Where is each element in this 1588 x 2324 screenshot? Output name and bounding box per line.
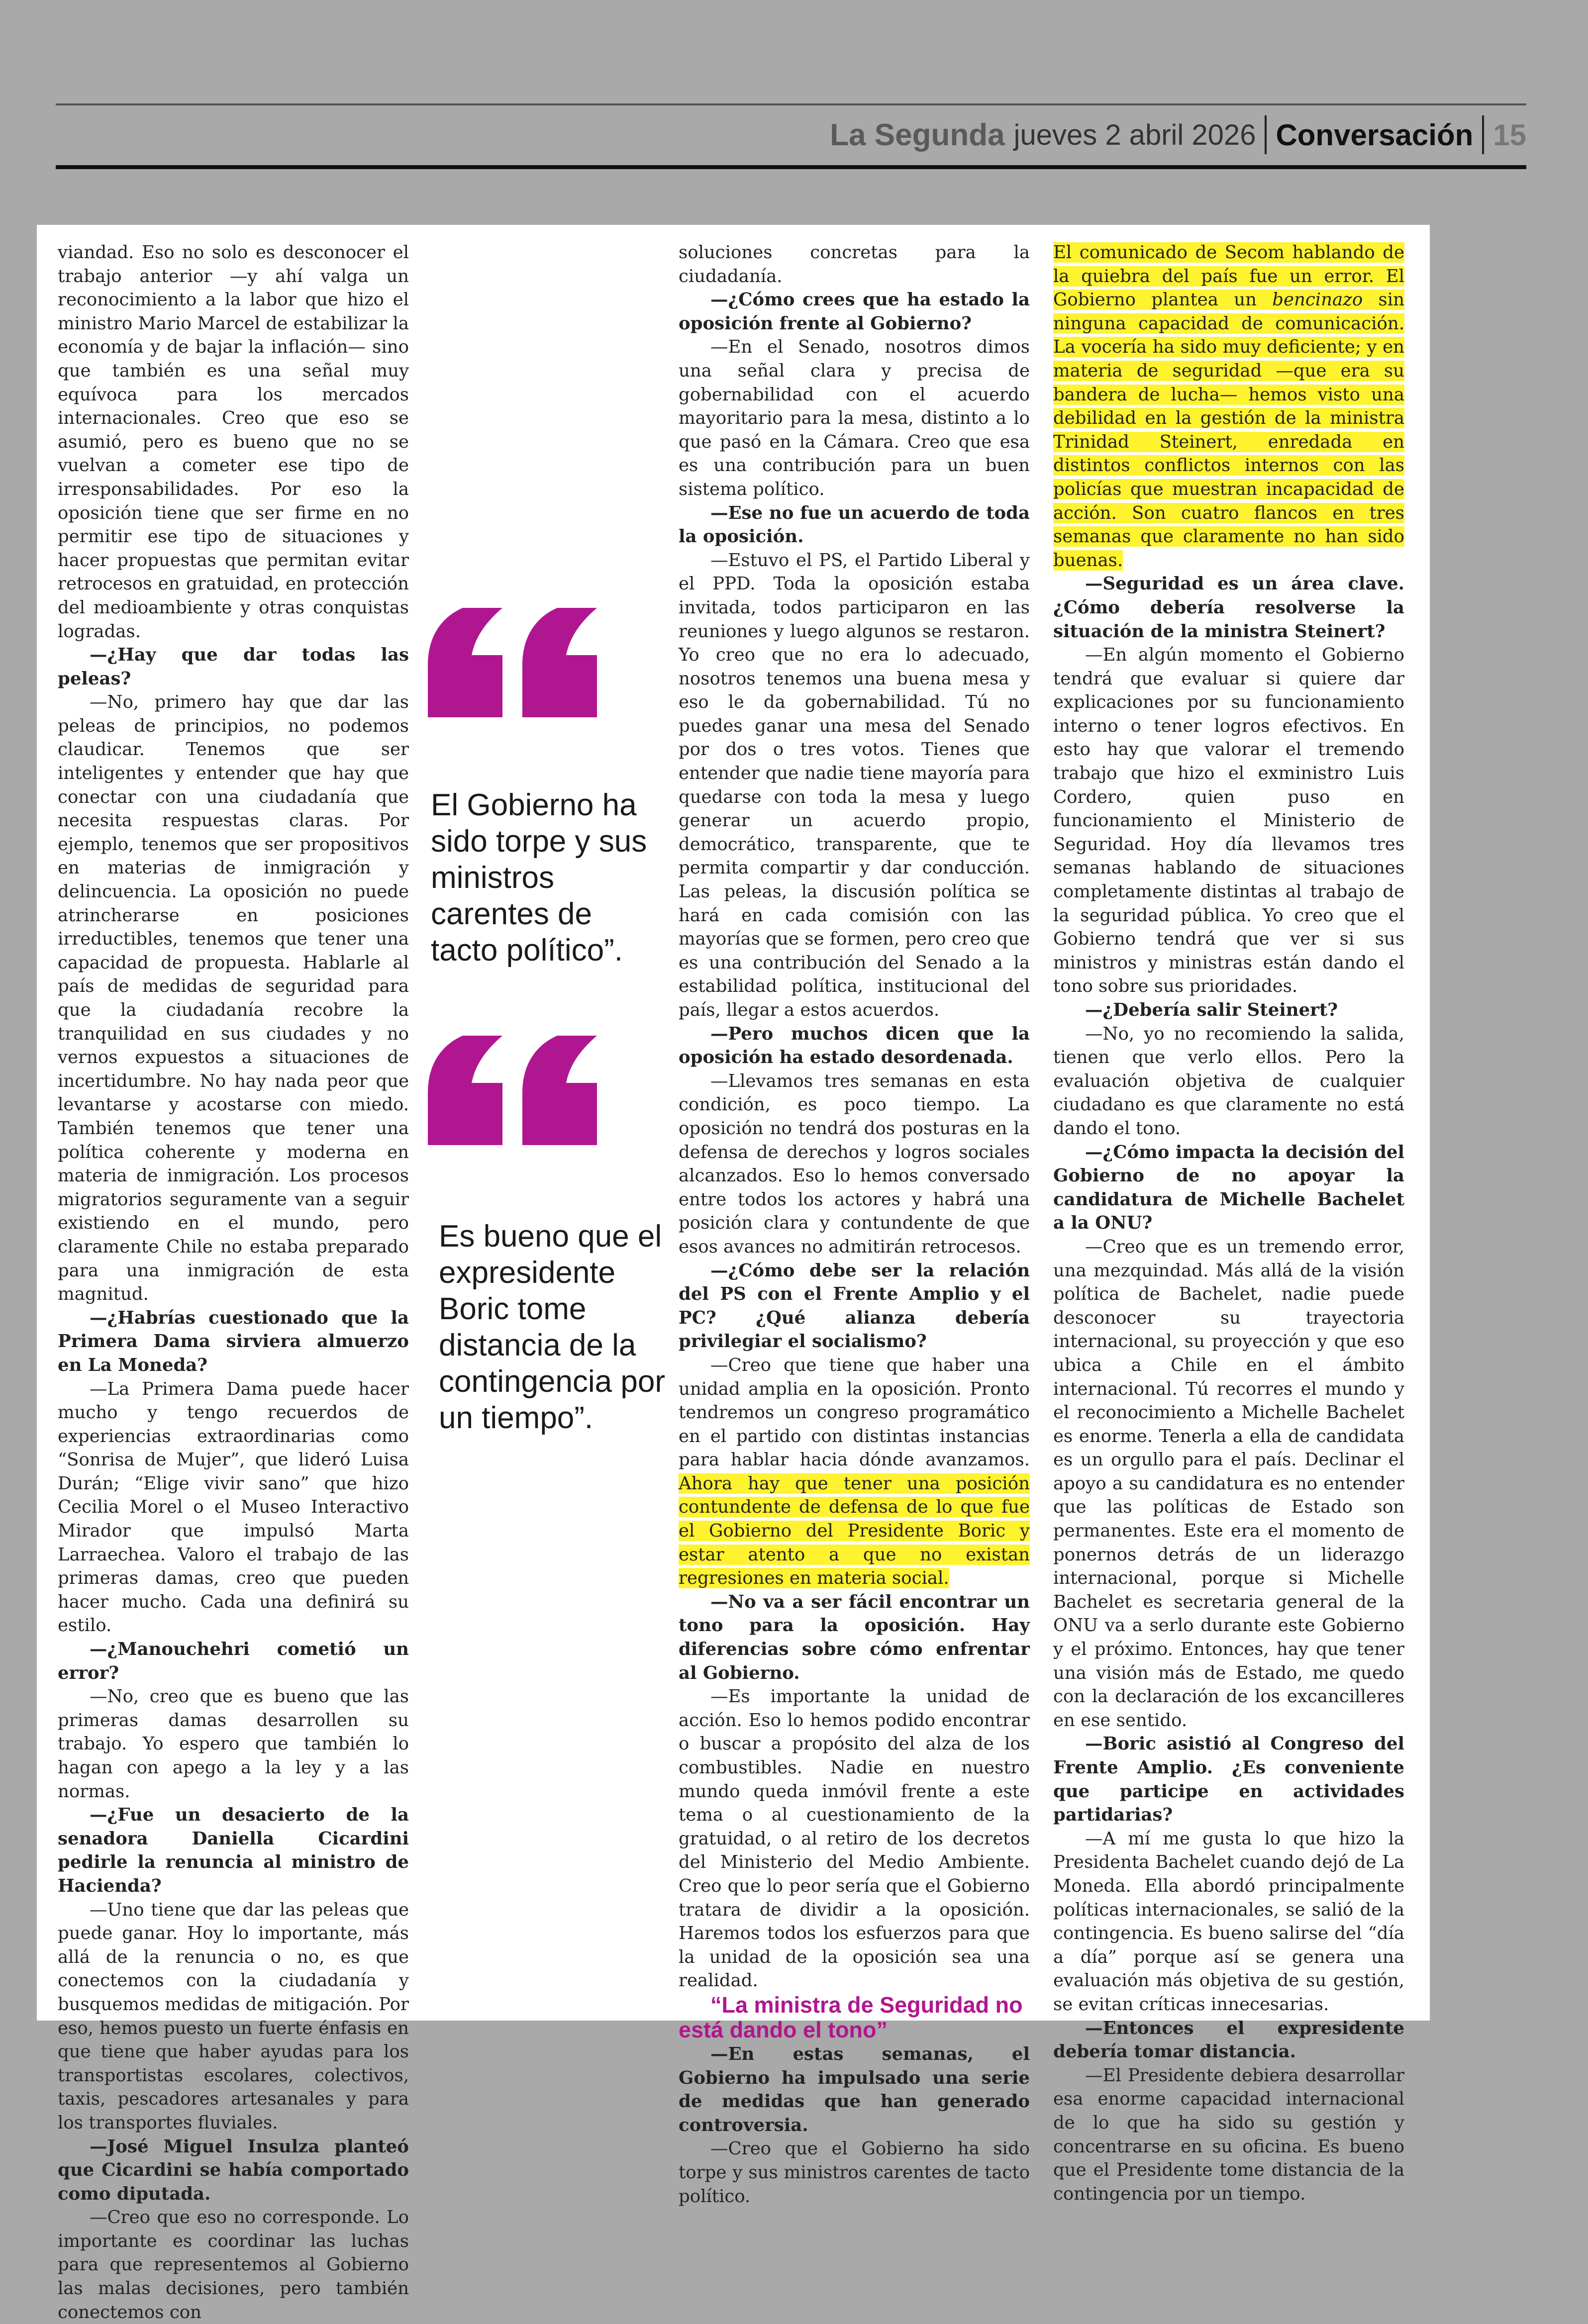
article-page xyxy=(37,225,1430,2323)
interview-question: —¿Habrías cuestionado que la Primera Dama sirviera almuerzo en La Moneda? xyxy=(58,1307,409,1375)
answer-paragraph: —A mí me gusta lo que hizo la Presidenta Bachelet cuando dejó de La Moneda. Ella abordó principalmente políticas internacionales, se salió de la contingencia. Es bueno salirse del “día a día” porque así se genera una evaluación más objetiva de su gestión, se evitan críticas innecesarias. xyxy=(1053,1828,1404,2015)
answer-text: —Creo que tiene que haber una unidad amplia en la oposición. Pronto tendremos un congreso programático en el partido con distintas instancias para hablar hacia dónde avanzamos. xyxy=(679,1355,1030,1470)
answer-paragraph: —No, creo que es bueno que las primeras damas desarrollen su trabajo. Yo espero que también lo hagan con apego a la ley y a las normas. xyxy=(58,1686,409,1802)
section-name: Conversación xyxy=(1276,118,1474,152)
answer-paragraph: —Llevamos tres semanas en esta condición, es poco tiempo. La oposición no tendrá dos posturas en la defensa de derechos y logros sociales alcanzados. Eso lo hemos conversado entre todos los actores y habrá una posición clara y contundente de que esos avances no admitirán retrocesos. xyxy=(679,1070,1030,1257)
issue-date: jueves 2 abril 2026 xyxy=(1013,118,1256,151)
quote-mark-icon xyxy=(428,1036,597,1145)
highlighted-text xyxy=(1053,242,1404,571)
answer-paragraph: —No, primero hay que dar las peleas de principios, no podemos claudicar. Tenemos que ser inteligentes y entender que hay que conectar con una ciudadanía que necesita respuestas claras. Por ejemplo, tenemos que ser propositivos en materias de inmigración y delincuencia. La oposición no puede atrincherarse en posiciones irreductibles, tenemos que tener una capacidad de propuesta. Hablarle al país de medidas de seguridad para que la ciudadanía recobre la tranquilidad en sus ciudades y no vernos expuestos a situaciones de incertidumbre. No hay nada peor que levantarse y acostarse con miedo. También tenemos que tener una política coherente y moderna en materia de inmigración. Los procesos migratorios seguramente van a seguir existiendo en el mundo, pero claramente Chile no estaba preparado para una inmigración de esta magnitud. xyxy=(58,692,409,1305)
answer-paragraph: —El Presidente debiera desarrollar esa enorme capacidad internacional de lo que ha sido su gestión y concentrarse en su oficina. Es bueno que el Presidente tome distancia de la contingencia por un tiempo. xyxy=(1053,2065,1404,2204)
interview-question: —Ese no fue un acuerdo de toda la oposición. xyxy=(679,502,1030,547)
interview-question: —¿Debería salir Steinert? xyxy=(1085,1000,1338,1020)
interview-question: —Entonces el expresidente debería tomar distancia. xyxy=(1053,2018,1404,2062)
quote-mark-icon xyxy=(428,608,597,717)
answer-paragraph: —La Primera Dama puede hacer mucho y tengo recuerdos de experiencias extraordinarias como “Sonrisa de Mujer”, que lideró Luisa Durán; “Elige vivir sano” que hizo Cecilia Morel o el Museo Interactivo Mirador que impulsó Marta Larraechea. Valoro el trabajo de las primeras damas, creo que pueden hacer mucho. Cada una definirá su estilo. xyxy=(58,1378,409,1636)
pull-quote-1: El Gobierno ha sido torpe y sus ministros carentes de tacto político”. xyxy=(431,788,647,968)
interview-question: —¿Fue un desacierto de la senadora Daniella Cicardini pedirle la renuncia al ministro de Hacienda? xyxy=(58,1805,409,1896)
highlighted-paragraph xyxy=(1053,241,1404,572)
highlighted-text-part: sin ninguna capacidad de comunicación. La vocería ha sido muy deficiente; y en materia de seguridad —que era su bandera de lucha— hemos visto una debilidad en la gestión de la ministra Trinidad Steinert, enredada en distintos conflictos internos con las policías que muestran incapacidad de acción. Son cuatro flancos en tres semanas que claramente no han sido buenas. xyxy=(1053,290,1404,571)
interview-question: —¿Cómo impacta la decisión del Gobierno de no apoyar la candidatura de Michelle Bachelet a la ONU? xyxy=(1053,1142,1404,1234)
header-divider xyxy=(1482,115,1484,154)
answer-paragraph: viandad. Eso no solo es desconocer el trabajo anterior —y ahí valga un reconocimiento a la labor que hizo el ministro Mario Marcel de estabilizar la economía y de bajar la inflación— sino que también es una señal muy equívoca para los mercados internacionales. Creo que eso se asumió, pero es bueno que no se vuelvan a cometer ese tipo de irresponsabilidades. Por eso la oposición tiene que ser firme en no permitir ese tipo de situaciones y hacer propuestas que permitan evitar retrocesos en gratuidad, en protección del medioambiente y otras conquistas logradas. xyxy=(58,242,409,642)
interview-question: —José Miguel Insulza planteó que Cicardini se había comportado como diputada. xyxy=(58,2136,409,2204)
answer-paragraph: —En el Senado, nosotros dimos una señal clara y precisa de gobernabilidad con el acuerdo mayoritario para la mesa, distinto a lo que pasó en la Cámara. Creo que esa es una contribución para un buen sistema político. xyxy=(679,337,1030,499)
page-header xyxy=(56,105,1526,164)
continued-paragraph: soluciones concretas para la ciudadanía. xyxy=(679,242,1030,287)
highlighted-text-part: El comunicado de Secom hablando de la quiebra del país fue un error. El Gobierno plantea un xyxy=(1053,242,1404,310)
article-column-3 xyxy=(679,241,1030,2208)
header-bottom-rule xyxy=(56,165,1526,169)
emphasized-word: bencinazo xyxy=(1272,290,1363,310)
answer-paragraph: —Creo que el Gobierno ha sido torpe y sus ministros carentes de tacto político. xyxy=(679,2138,1030,2207)
pull-quote-2: Es bueno que el expresidente Boric tome distancia de la contingencia por un tiempo”. xyxy=(439,1219,665,1435)
interview-question: —¿Manouchehri cometió un error? xyxy=(58,1639,409,1683)
answer-paragraph: —En algún momento el Gobierno tendrá que evaluar si quiere dar explicaciones por su funcionamiento interno o tener logros efectivos. En esto hay que valorar el tremendo trabajo que hizo el exministro Luis Cordero, quien puso en funcionamiento el Ministerio de Seguridad. Hoy día llevamos tres semanas hablando de situaciones completamente distintas al trabajo de la seguridad pública. Yo creo que el Gobierno tendrá que ver si sus ministros y ministras están dando el tono sobre sus prioridades. xyxy=(1053,645,1404,997)
answer-paragraph: —Creo que es un tremendo error, una mezquindad. Más allá de la visión política de Bachelet, nadie puede desconocer su trayectoria internacional, su proyección y que eso ubica a Chile en el ámbito internacional. Tú recorres el mundo y el reconocimiento a Michelle Bachelet es enorme. Tenerla a ella de candidata es un orgullo para el país. Declinar el apoyo a su candidatura es no entender que las políticas de Estado son permanentes. Este era el momento de ponernos detrás de un liderazgo internacional, porque si Michelle Bachelet es secretaria general de la ONU va a serlo durante este Gobierno y el próximo. Entonces, hay que tener una visión más de Estado, me quedo con la declaración de los excancilleres en ese sentido. xyxy=(1053,1236,1404,1731)
highlighted-text: Ahora hay que tener una posición contundente de defensa de lo que fue el Gobierno del Presidente Boric y estar atento a que no existan regresiones en materia social. xyxy=(679,1473,1030,1589)
interview-question: —Pero muchos dicen que la oposición ha estado desordenada. xyxy=(679,1023,1030,1068)
interview-question: —¿Cómo debe ser la relación del PS con el Frente Amplio y el PC? ¿Qué alianza debería privilegiar el socialismo? xyxy=(679,1260,1030,1352)
interview-question: —No va a ser fácil encontrar un tono para la oposición. Hay diferencias sobre cómo enfrentar al Gobierno. xyxy=(679,1591,1030,1683)
header-divider xyxy=(1265,115,1267,154)
answer-paragraph xyxy=(679,1354,1030,1590)
interview-question: —¿Cómo crees que ha estado la oposición frente al Gobierno? xyxy=(679,290,1030,334)
interview-question: —En estas semanas, el Gobierno ha impulsado una serie de medidas que han generado controversia. xyxy=(679,2043,1030,2135)
answer-paragraph: —Es importante la unidad de acción. Eso lo hemos podido encontrar o buscar a propósito del alza de los combustibles. Nadie en nuestro mundo queda inmóvil frente a este tema o al cuestionamiento de la gratuidad, o al retiro de los decretos del Ministerio del Medio Ambiente. Creo que lo peor sería que el Gobierno tratara de dividir a la oposición. Haremos todos los esfuerzos para que la unidad de la oposición sea una realidad. xyxy=(679,1686,1030,1991)
interview-question: —Boric asistió al Congreso del Frente Amplio. ¿Es conveniente que participe en actividades partidarias? xyxy=(1053,1734,1404,1826)
article-column-1 xyxy=(58,241,409,2324)
answer-paragraph: —Estuvo el PS, el Partido Liberal y el PPD. Toda la oposición estaba invitada, todos participaron en las reuniones y luego algunos se restaron. Yo creo que no era lo adecuado, nosotros tenemos una buena mesa y eso le da gobernabilidad. Tú no puedes ganar una mesa del Senado por dos o tres votos. Tienes que entender que nadie tiene mayoría para quedarse con toda la mesa y luego generar un acuerdo propio, democrático, transparente, que te permita compartir y dar conducción. Las peleas, la discusión política se hará en cada comisión con las mayorías que se formen, pero creo que es una contribución del Senado a la estabilidad política, institucional del país, llegar a estos acuerdos. xyxy=(679,550,1030,1020)
answer-paragraph: —Creo que eso no corresponde. Lo importante es coordinar las luchas para que representemos al Gobierno las malas decisiones, pero también conectemos con xyxy=(58,2207,409,2323)
section-subhead: “La ministra de Seguridad no está dando el tono” xyxy=(679,1992,1023,2042)
page-number: 15 xyxy=(1493,118,1526,152)
article-column-4 xyxy=(1053,241,1404,2206)
interview-question: —¿Hay que dar todas las peleas? xyxy=(58,645,409,689)
answer-paragraph: —No, yo no recomiendo la salida, tienen que verlo ellos. Pero la evaluación objetiva de cualquier ciudadano es que claramente no está dando el tono. xyxy=(1053,1023,1404,1139)
answer-paragraph: —Uno tiene que dar las peleas que puede ganar. Hoy lo importante, más allá de la renuncia o no, es que conectemos con la ciudadanía y busquemos medidas de mitigación. Por eso, hemos puesto un fuerte énfasis en que tiene que haber ayudas para los transportistas escolares, colectivos, taxis, pescadores artesanales y para los transportes fluviales. xyxy=(58,1899,409,2133)
interview-question: —Seguridad es un área clave. ¿Cómo debería resolverse la situación de la ministra Steinert? xyxy=(1053,574,1404,642)
newspaper-brand: La Segunda xyxy=(830,117,1005,152)
